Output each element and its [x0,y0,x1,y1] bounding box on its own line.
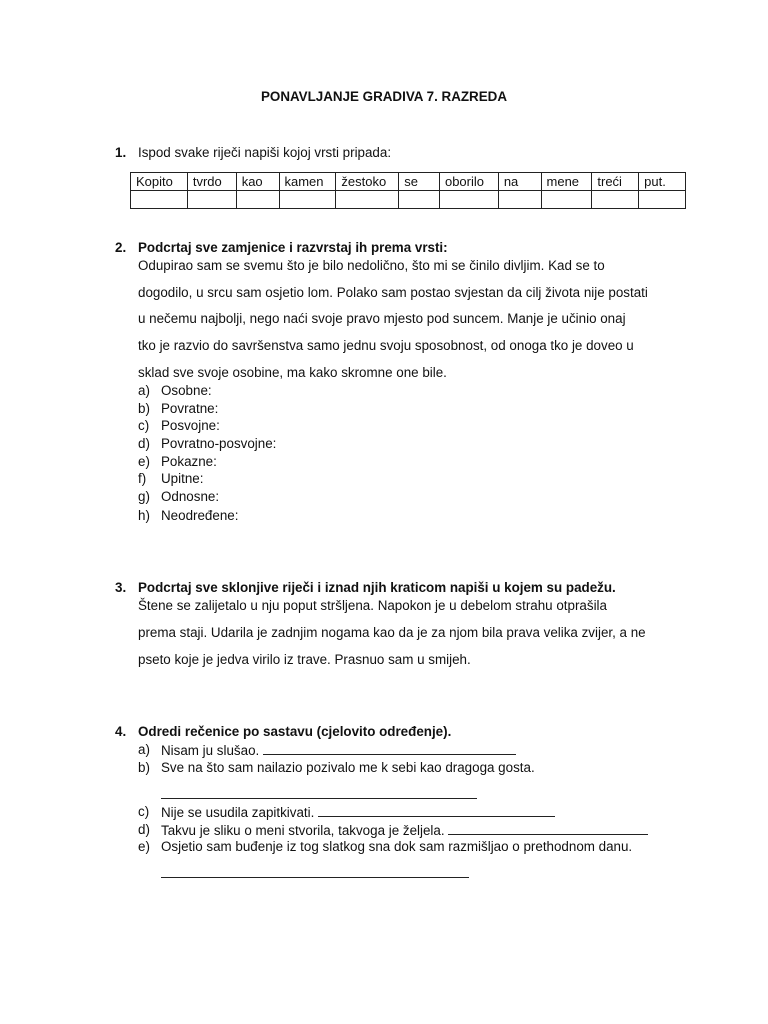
q4-item-letter: c) [138,804,150,819]
q1-text: Ispod svake riječi napiši kojoj vrsti pripada: [138,145,392,160]
answer-row [131,191,686,209]
q3-text-line: pseto koje je jedva virilo iz trave. Prasnuo sam u smijeh. [138,652,471,667]
word-cell: Kopito [131,173,188,191]
q3-text-line: prema staji. Udarila je zadnjim nogama kao da je za njom bila prava velika zvijer, a ne [138,625,646,640]
answer-line[interactable] [318,804,555,817]
q2-text-line: tko je razvio do savršenstva samo jednu svoju sposobnost, od onoga tko je doveo u [138,338,634,353]
q4-item-row [161,865,469,881]
q4-item-letter: e) [138,839,150,854]
q2-heading: Podcrtaj sve zamjenice i razvrstaj ih prema vrsti: [138,240,448,255]
answer-line[interactable] [263,742,516,755]
q4-item-text: Nisam ju slušao. [161,743,260,758]
q2-item-label: Pokazne: [161,454,217,469]
q2-item-label: Osobne: [161,383,212,398]
q4-item-row [161,742,516,758]
word-row [131,173,686,191]
answer-cell[interactable] [592,191,639,209]
q2-item-label: Povratno-posvojne: [161,436,277,451]
q3-number: 3. [115,580,127,595]
answer-cell[interactable] [131,191,188,209]
page-title: PONAVLJANJE GRADIVA 7. RAZREDA [260,89,508,104]
q4-item-text: Osjetio sam buđenje iz tog slatkog sna dok sam razmišljao o prethodnom danu. [161,839,633,854]
answer-line[interactable] [161,786,477,799]
word-cell: put. [639,173,686,191]
q2-number: 2. [115,240,127,255]
word-cell: na [498,173,541,191]
q4-item-letter: d) [138,822,150,837]
word-table [130,172,686,209]
word-cell: mene [541,173,592,191]
answer-cell[interactable] [399,191,440,209]
q2-item-label: Odnosne: [161,489,220,504]
answer-cell[interactable] [639,191,686,209]
q1-number: 1. [115,145,127,160]
q4-item-text: Sve na što sam nailazio pozivalo me k sebi kao dragoga gosta. [161,760,535,775]
answer-line[interactable] [448,822,648,835]
q2-item-label: Upitne: [161,471,204,486]
q4-item-text: Nije se usudila zapitkivati. [161,805,315,820]
answer-cell[interactable] [336,191,399,209]
q2-item-letter: f) [138,471,147,486]
q2-text-line: Odupirao sam se svemu što je bilo nedolično, što mi se činilo divljim. Kad se to [138,258,605,273]
q4-item-row [161,786,477,802]
q2-item-letter: b) [138,401,150,416]
answer-cell[interactable] [187,191,236,209]
q2-item-letter: h) [138,508,150,523]
q2-item-label: Povratne: [161,401,219,416]
answer-line[interactable] [161,865,469,878]
q2-item-label: Neodređene: [161,508,239,523]
q2-item-letter: g) [138,489,150,504]
q2-text-line: sklad sve svoje osobine, ma kako skromne one bile. [138,365,447,380]
word-cell: kao [236,173,279,191]
q4-number: 4. [115,724,127,739]
answer-cell[interactable] [541,191,592,209]
q3-text-line: Štene se zalijetalo u nju poput stršljena. Napokon je u debelom strahu otprašila [138,598,607,613]
q2-item-letter: a) [138,383,150,398]
q3-heading: Podcrtaj sve sklonjive riječi i iznad njih kraticom napiši u kojem su padežu. [138,580,616,595]
q4-item-row [161,822,648,838]
q2-text-line: dogodilo, u srcu sam osjetio lom. Polako sam postao svjestan da cilj života nije postati [138,285,648,300]
word-cell: tvrdo [187,173,236,191]
word-cell: kamen [279,173,336,191]
word-cell: oborilo [439,173,498,191]
answer-cell[interactable] [279,191,336,209]
q4-item-letter: b) [138,760,150,775]
q2-item-letter: e) [138,454,150,469]
word-cell: treći [592,173,639,191]
q4-item-text: Takvu je sliku o meni stvorila, takvoga je željela. [161,823,445,838]
answer-cell[interactable] [236,191,279,209]
q2-item-label: Posvojne: [161,418,220,433]
q4-item-row [161,804,555,820]
word-cell: žestoko [336,173,399,191]
q2-text-line: u nečemu najbolji, nego naći svoje pravo mjesto pod suncem. Manje je učinio onaj [138,311,626,326]
q2-item-letter: c) [138,418,150,433]
word-cell: se [399,173,440,191]
answer-cell[interactable] [439,191,498,209]
answer-cell[interactable] [498,191,541,209]
q2-item-letter: d) [138,436,150,451]
q4-item-letter: a) [138,742,150,757]
q4-heading: Odredi rečenice po sastavu (cjelovito određenje). [138,724,452,739]
